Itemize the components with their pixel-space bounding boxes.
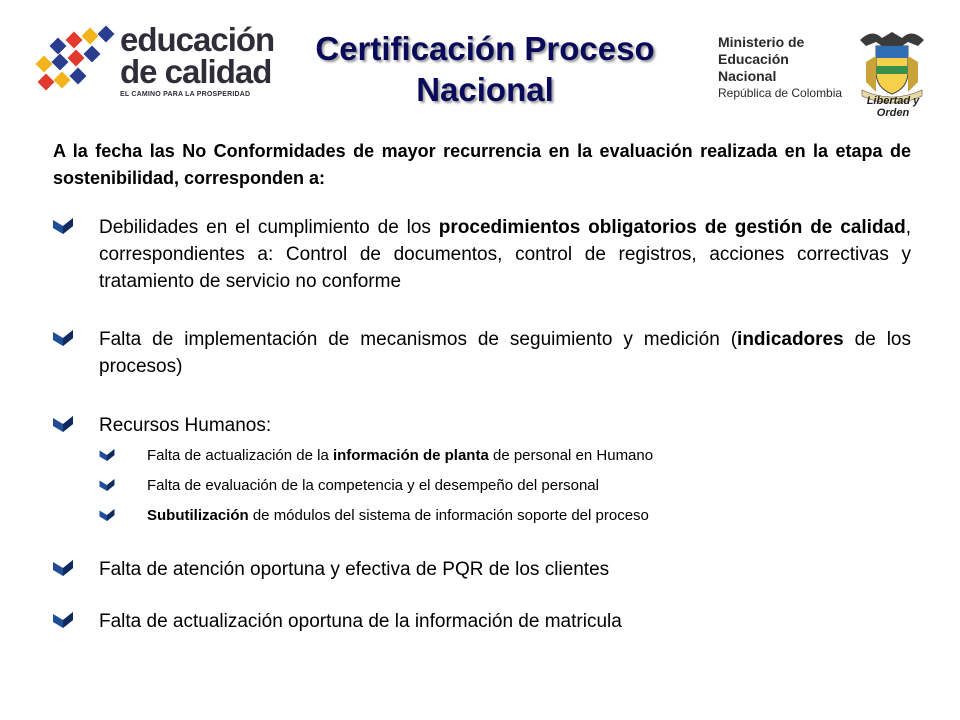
chevron-bullet-icon: [53, 560, 73, 576]
page-title: [290, 28, 680, 110]
title-line1: Certificación Proceso: [315, 30, 655, 67]
title-line2: Nacional: [416, 71, 554, 108]
intro-paragraph: A la fecha las No Conformidades de mayor recurrencia en la evaluación realizada en la etapa de sostenibilidad, corresponden a:: [53, 141, 911, 188]
educacion-de-calidad-logo: [32, 20, 275, 105]
bullet-text: Falta de atención oportuna y efectiva de PQR de los clientes: [99, 559, 610, 580]
chevron-bullet-icon: [53, 218, 73, 234]
bullet-text: Falta de actualización oportuna de la información de matricula: [99, 611, 622, 632]
logo-tagline: EL CAMINO PARA LA PROSPERIDAD: [120, 91, 251, 98]
ministry-line1: Ministerio de: [718, 34, 805, 50]
chevron-bullet-icon: [99, 479, 115, 491]
header: [0, 0, 960, 125]
chevron-bullet-icon: [99, 509, 115, 521]
ministry-line3: República de Colombia: [718, 86, 843, 100]
logo-text: [120, 21, 280, 98]
chevron-bullet-icon: [53, 416, 73, 432]
ministry-name: [718, 34, 848, 101]
sub-bullet-text: Subutilización de módulos del sistema de información soporte del proceso: [147, 507, 649, 524]
logo-line1: educación: [120, 21, 275, 58]
cubes-logo-icon: [32, 24, 120, 96]
shield-motto: Libertad y Orden: [866, 95, 920, 119]
sub-bullet-text: Falta de actualización de la información de planta de personal en Humano: [147, 447, 654, 464]
chevron-bullet-icon: [53, 330, 73, 346]
bullet-text: Recursos Humanos:: [99, 415, 272, 436]
logo-line2: de calidad: [120, 53, 272, 90]
sub-bullet-text: Falta de evaluación de la competencia y el desempeño del personal: [147, 477, 599, 494]
chevron-bullet-icon: [99, 449, 115, 461]
bullet-text: Falta de implementación de mecanismos de seguimiento y medición (indicadores de los procesos): [99, 329, 911, 377]
chevron-bullet-icon: [53, 612, 73, 628]
bullet-text: Debilidades en el cumplimiento de los procedimientos obligatorios de gestión de calidad, correspondientes a: Control de documentos, control de registros, acciones correctivas y tratamiento de servicio no conforme: [99, 217, 911, 292]
ministry-line2: Educación Nacional: [718, 51, 789, 84]
